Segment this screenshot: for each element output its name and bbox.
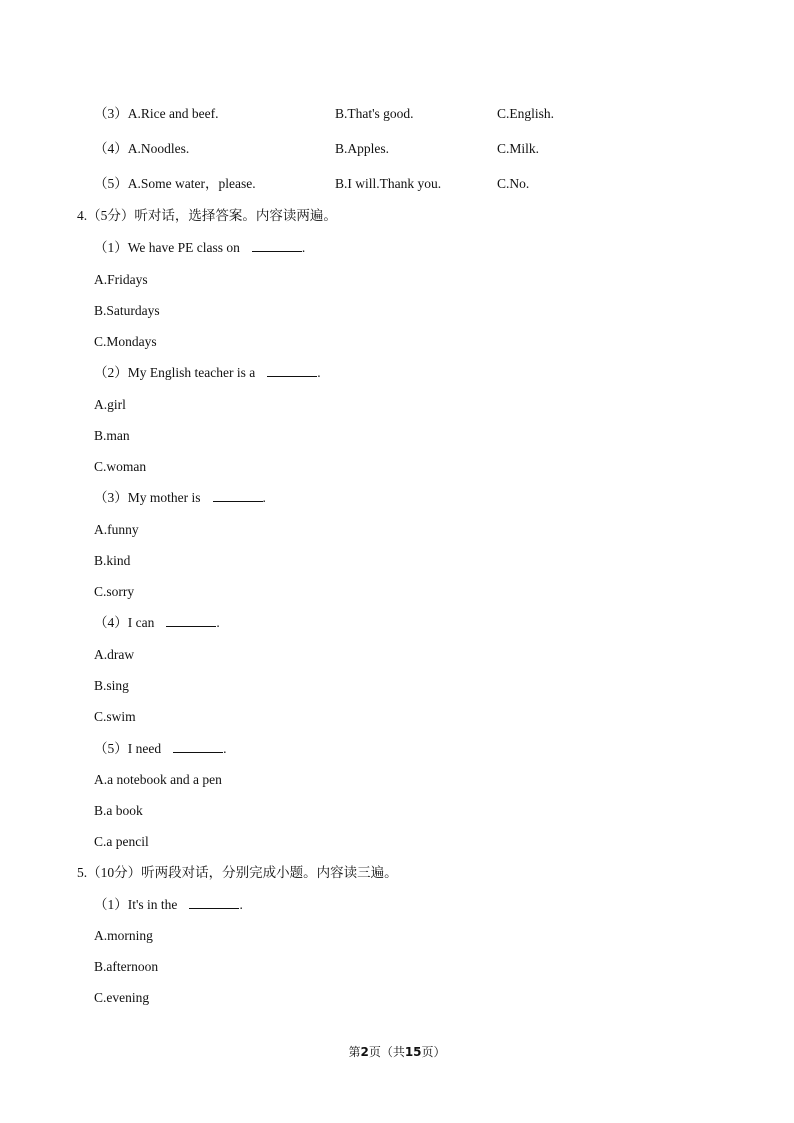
q4-item-4-option-c: C.swim — [94, 709, 136, 724]
q4-item-1-option-b: B.Saturdays — [94, 303, 160, 318]
page-number: 2 — [360, 1045, 369, 1059]
q4-item-1-option-c: C.Mondays — [94, 334, 157, 349]
option-row-5-b: B.I will.Thank you. — [335, 176, 442, 191]
q5-item-1-option-b: B.afternoon — [94, 959, 159, 974]
q5-item-1-option-c: C.evening — [94, 990, 150, 1005]
q4-item-3-option-a: A.funny — [94, 522, 139, 537]
q4-item-5-option-b: B.a book — [94, 803, 143, 818]
question-5-header: 5.（10分）听两段对话，分别完成小题。内容读三遍。 — [77, 865, 398, 880]
answer-blank — [252, 250, 302, 252]
q4-item-3-stem: （3）My mother is . — [94, 490, 266, 505]
q4-item-1-stem: （1）We have PE class on . — [94, 240, 306, 255]
q4-item-1-option-a: A.Fridays — [94, 272, 148, 287]
option-row-4-c: C.Milk. — [497, 141, 540, 156]
q4-item-5-option-a: A.a notebook and a pen — [94, 772, 222, 787]
q4-item-5-option-c: C.a pencil — [94, 834, 149, 849]
q4-item-2-option-a: A.girl — [94, 397, 126, 412]
option-row-4-a: （4）A.Noodles. — [94, 141, 190, 156]
answer-blank — [213, 500, 263, 502]
q4-item-2-option-b: B.man — [94, 428, 130, 443]
q4-item-5-stem: （5）I need . — [94, 741, 227, 756]
page-total: 15 — [404, 1045, 422, 1059]
q4-item-3-option-b: B.kind — [94, 553, 131, 568]
option-row-5-c: C.No. — [497, 176, 530, 191]
option-row-5-a: （5）A.Some water，please. — [94, 176, 256, 191]
q4-item-2-option-c: C.woman — [94, 459, 147, 474]
q4-item-4-option-a: A.draw — [94, 647, 135, 662]
page-footer: 第2页（共15页） — [348, 1045, 446, 1059]
option-row-3-a: （3）A.Rice and beef. — [94, 106, 219, 121]
q4-item-2-stem: （2）My English teacher is a . — [94, 365, 321, 380]
answer-blank — [166, 625, 216, 627]
option-row-3-c: C.English. — [497, 106, 555, 121]
answer-blank — [189, 907, 239, 909]
q4-item-3-option-c: C.sorry — [94, 584, 135, 599]
q5-item-1-option-a: A.morning — [94, 928, 153, 943]
answer-blank — [173, 751, 223, 753]
q5-item-1-stem: （1）It's in the . — [94, 897, 243, 912]
answer-blank — [267, 375, 317, 377]
question-4-header: 4.（5分）听对话，选择答案。内容读两遍。 — [77, 208, 337, 223]
q4-item-4-option-b: B.sing — [94, 678, 129, 693]
option-row-3-b: B.That's good. — [335, 106, 414, 121]
q4-item-4-stem: （4）I can . — [94, 615, 220, 630]
option-row-4-b: B.Apples. — [335, 141, 389, 156]
